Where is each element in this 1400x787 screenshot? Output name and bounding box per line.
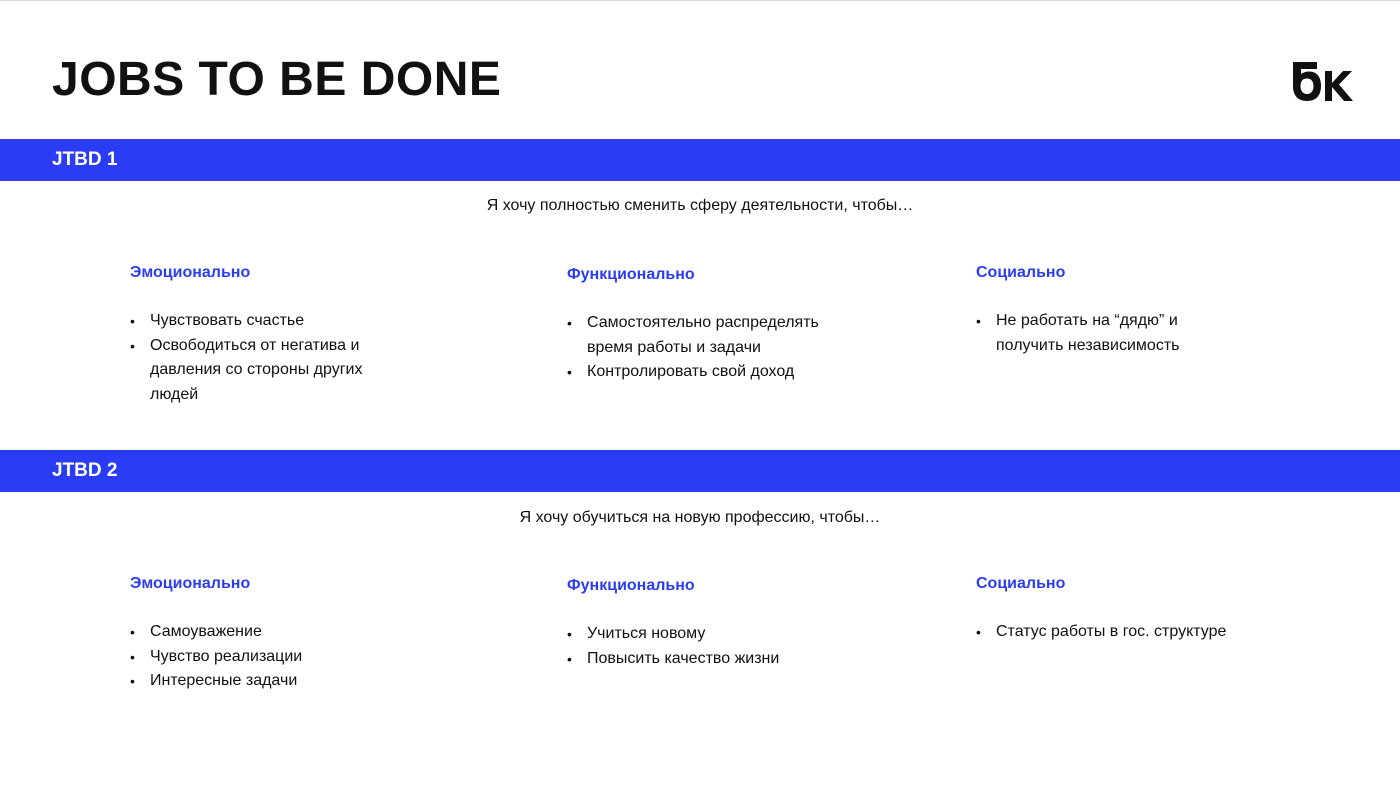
jtbd-1-prompt: Я хочу полностью сменить сферу деятельности, чтобы…: [486, 197, 914, 214]
jtbd-2-functional-column: [567, 576, 867, 667]
jtbd-2-social-column: [976, 574, 1276, 640]
list-item: • Чувствовать счастье: [130, 309, 390, 334]
bullet-list: [976, 620, 1276, 645]
list-item: • Интересные задачи: [130, 669, 390, 694]
jtbd-1-band: [0, 139, 1400, 181]
jtbd-2-prompt: Я хочу обучиться на новую профессию, чтобы…: [519, 509, 881, 526]
jtbd-1-functional-column: [567, 265, 867, 380]
list-item: • Самоуважение: [130, 620, 390, 645]
list-item: • Учиться новому: [567, 622, 827, 647]
list-item: • Статус работы в гос. структуре: [976, 620, 1276, 645]
jtbd-1-social-column: [976, 263, 1276, 354]
bullet-list: [567, 311, 827, 385]
list-item: • Не работать на “дядю” и получить независимость: [976, 309, 1216, 358]
bullet-list: [976, 309, 1216, 358]
column-heading: Социально: [976, 264, 1066, 281]
column-heading: Функционально: [567, 577, 695, 594]
bk-logo-icon: [1290, 56, 1354, 102]
list-item: • Самостоятельно распределять время работы и задачи: [567, 311, 827, 360]
list-item: • Повысить качество жизни: [567, 647, 827, 672]
column-heading: Функционально: [567, 266, 695, 283]
bullet-list: [130, 309, 390, 407]
jtbd-1-emotional-column: [130, 263, 430, 403]
list-item: • Чувство реализации: [130, 645, 390, 670]
bullet-list: [567, 622, 827, 671]
bullet-list: [130, 620, 390, 694]
jtbd-2-emotional-column: [130, 574, 430, 689]
column-heading: Социально: [976, 575, 1066, 592]
page-title: JOBS TO BE DONE: [52, 53, 502, 106]
jtbd-2-band: [0, 450, 1400, 492]
jtbd-2-label: JTBD 2: [52, 460, 118, 481]
top-divider: [0, 0, 1400, 1]
list-item: • Освободиться от негатива и давления со стороны других людей: [130, 334, 390, 408]
column-heading: Эмоционально: [130, 575, 251, 592]
list-item: • Контролировать свой доход: [567, 360, 827, 385]
column-heading: Эмоционально: [130, 264, 251, 281]
jtbd-1-label: JTBD 1: [52, 149, 118, 170]
